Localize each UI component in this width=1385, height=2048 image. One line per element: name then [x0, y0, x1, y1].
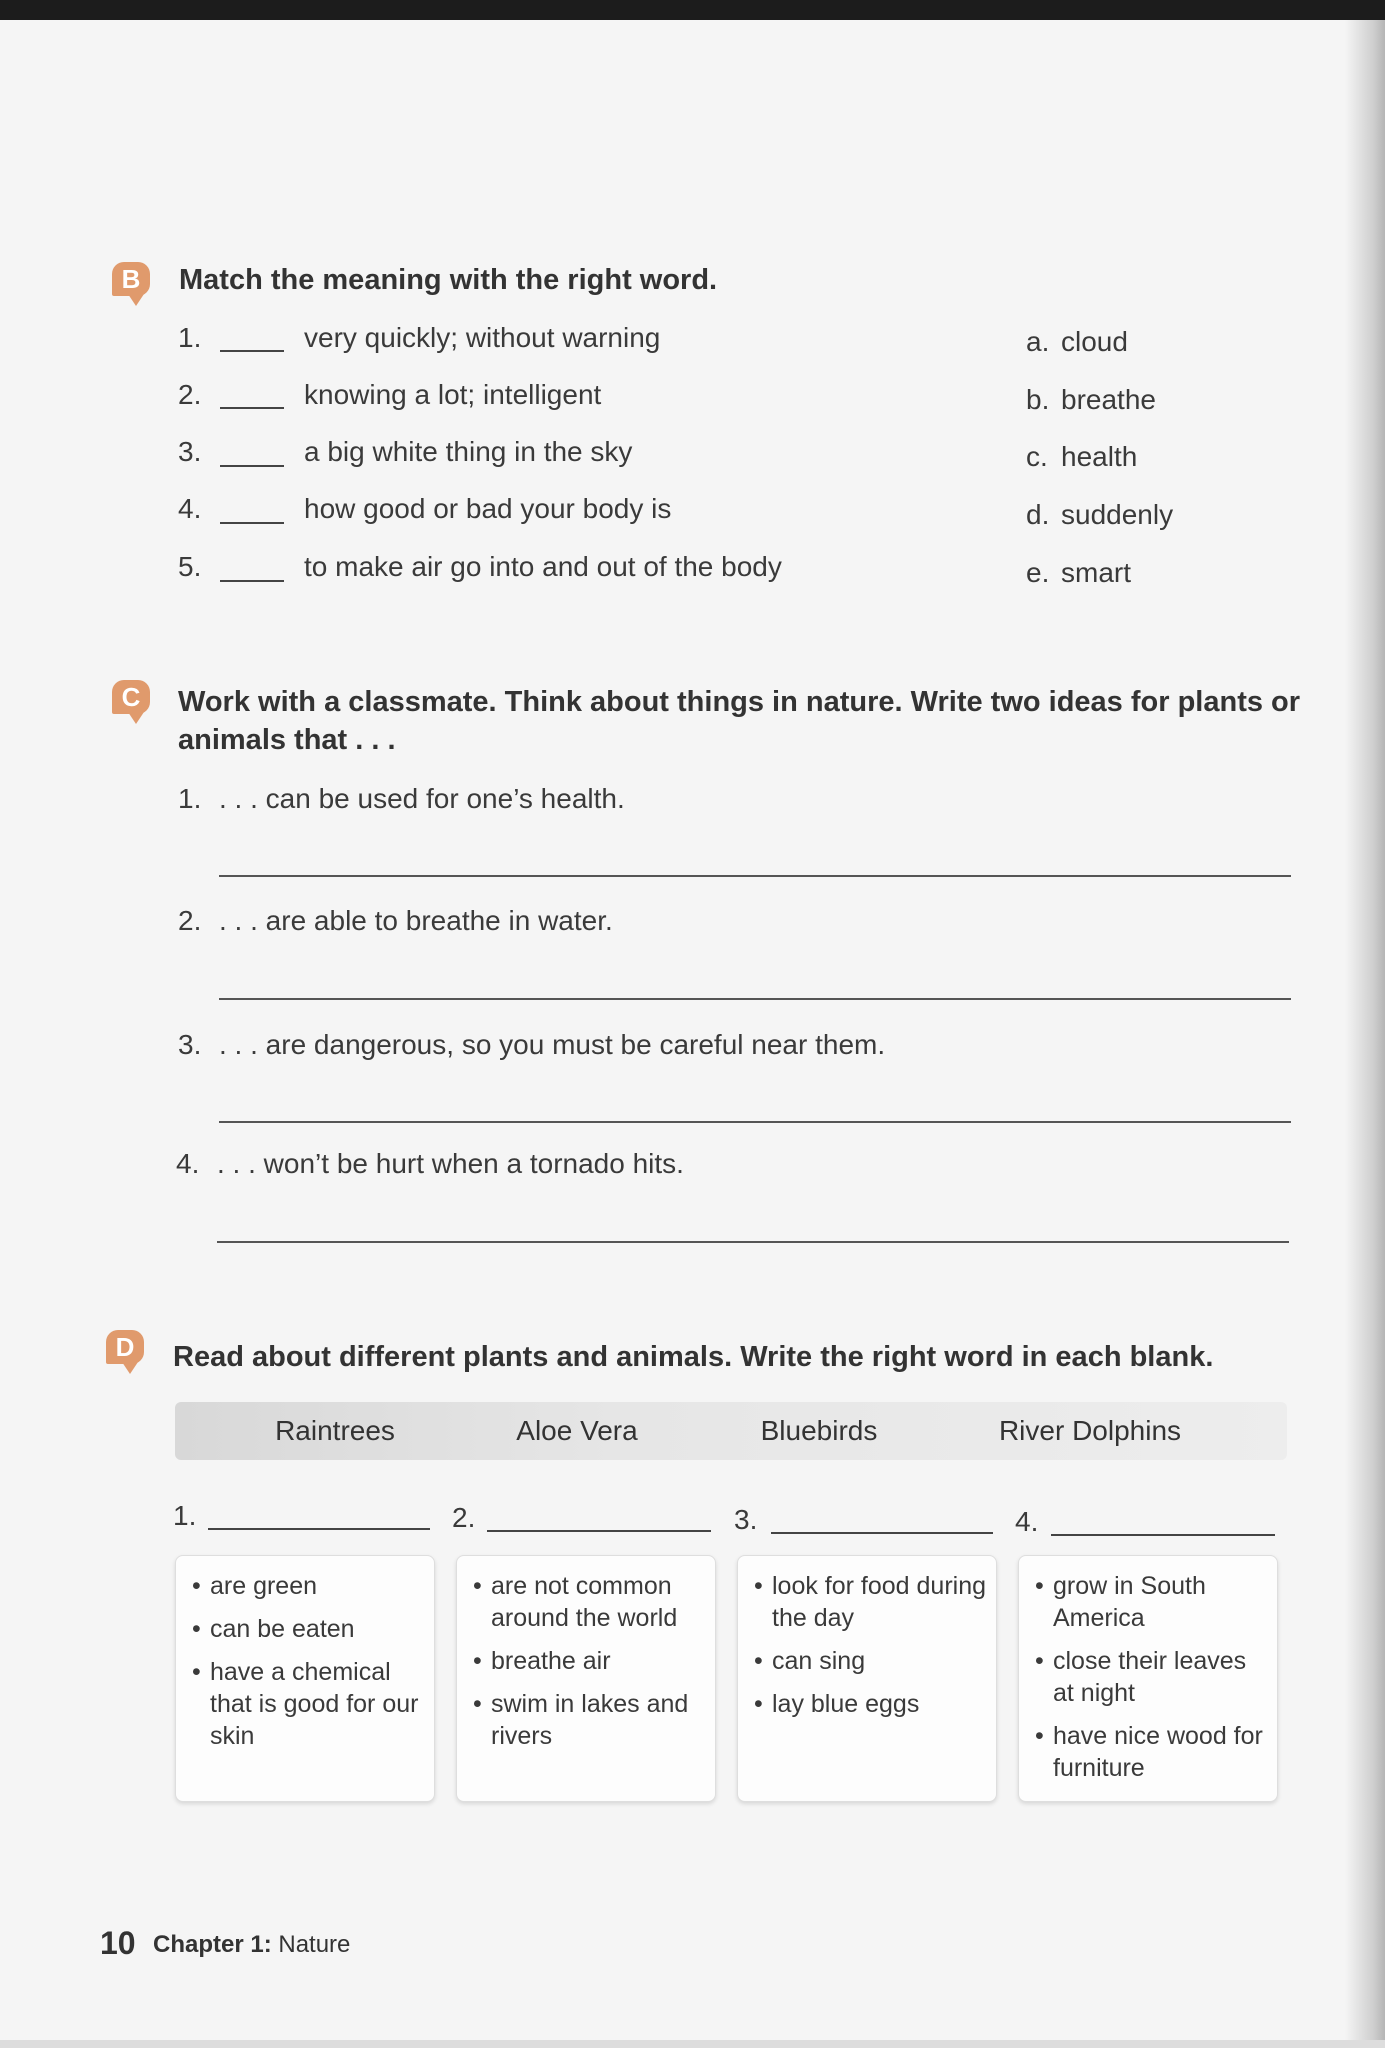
b-item-definition: knowing a lot; intelligent: [304, 379, 602, 410]
c-answer-line[interactable]: [219, 1121, 1291, 1123]
c-item-number: 1.: [178, 783, 202, 814]
b-item-definition: to make air go into and out of the body: [304, 551, 782, 582]
section-c-instruction-line1: Work with a classmate. Think about things in nature. Write two ideas for plants or: [178, 686, 1301, 718]
b-item-number: 4.: [178, 493, 202, 524]
b-choice-word: breathe: [1061, 384, 1156, 415]
d-answer-blank[interactable]: [487, 1530, 711, 1532]
b-choice-letter: d.: [1026, 499, 1050, 530]
b-choice-word: suddenly: [1061, 499, 1174, 530]
c-answer-line[interactable]: [217, 1241, 1289, 1243]
clue-bullet: • breathe air: [473, 1645, 707, 1677]
c-item-number: 2.: [178, 905, 202, 936]
clue-bullet: • have a chemical that is good for our skin: [192, 1656, 426, 1752]
clue-bullet: • are green: [192, 1570, 426, 1602]
d-answer-blank[interactable]: [771, 1532, 993, 1534]
d-clue-card: [175, 1555, 435, 1802]
section-b-instruction: Match the meaning with the right word.: [179, 264, 718, 296]
b-item-definition: a big white thing in the sky: [304, 436, 633, 467]
section-c-instruction-line2: animals that . . .: [178, 724, 396, 756]
b-answer-blank[interactable]: [220, 522, 284, 524]
d-clue-card: [737, 1555, 997, 1802]
page-spine-shadow: [1345, 20, 1385, 2048]
chapter-title: Nature: [278, 1931, 351, 1958]
b-choice-word: cloud: [1061, 326, 1128, 357]
c-item-text: . . . are dangerous, so you must be careful near them.: [219, 1029, 886, 1060]
section-d-badge: D: [106, 1330, 144, 1364]
clue-bullet: • look for food during the day: [754, 1570, 988, 1634]
d-blank-number: 1.: [173, 1500, 197, 1531]
c-answer-line[interactable]: [219, 875, 1291, 877]
word-bank-item: Raintrees: [275, 1415, 395, 1446]
b-choice-letter: a.: [1026, 326, 1050, 357]
b-item-number: 2.: [178, 379, 202, 410]
c-item-number: 4.: [176, 1148, 200, 1179]
c-item-text: . . . are able to breathe in water.: [219, 905, 613, 936]
section-c-badge: C: [112, 680, 150, 714]
clue-bullet: • lay blue eggs: [754, 1688, 988, 1720]
b-item-number: 3.: [178, 436, 202, 467]
word-bank-item: Bluebirds: [760, 1415, 878, 1446]
page-number: 10: [100, 1925, 136, 1961]
d-clue-card: [1018, 1555, 1278, 1802]
d-blank-number: 3.: [734, 1504, 758, 1535]
clue-bullet: • can sing: [754, 1645, 988, 1677]
scan-bottom-edge: [0, 2040, 1385, 2048]
clue-bullet: • grow in South America: [1035, 1570, 1269, 1634]
b-choice-letter: c.: [1026, 441, 1048, 472]
b-item-number: 5.: [178, 551, 202, 582]
b-choice-letter: e.: [1026, 557, 1050, 588]
word-bank-item: Aloe Vera: [516, 1415, 638, 1446]
d-answer-blank[interactable]: [1051, 1534, 1275, 1536]
section-b-badge: B: [112, 262, 150, 296]
clue-bullet: • have nice wood for furniture: [1035, 1720, 1269, 1784]
d-clue-card: [456, 1555, 716, 1802]
c-answer-line[interactable]: [219, 998, 1291, 1000]
d-blank-number: 2.: [452, 1502, 476, 1533]
clue-bullet: • swim in lakes and rivers: [473, 1688, 707, 1752]
b-item-definition: very quickly; without warning: [304, 322, 661, 353]
b-answer-blank[interactable]: [220, 580, 284, 582]
d-blank-number: 4.: [1015, 1506, 1039, 1537]
b-choice-letter: b.: [1026, 384, 1050, 415]
clue-bullet: • can be eaten: [192, 1613, 426, 1645]
clue-bullet: • are not common around the world: [473, 1570, 707, 1634]
b-choice-word: health: [1061, 441, 1138, 472]
b-item-number: 1.: [178, 322, 202, 353]
scan-top-edge: [0, 0, 1385, 20]
b-answer-blank[interactable]: [220, 465, 284, 467]
b-answer-blank[interactable]: [220, 350, 284, 352]
word-bank-item: River Dolphins: [998, 1415, 1182, 1446]
c-item-number: 3.: [178, 1029, 202, 1060]
b-answer-blank[interactable]: [220, 407, 284, 409]
chapter-label: Chapter 1:: [153, 1931, 272, 1958]
c-item-text: . . . can be used for one’s health.: [219, 783, 625, 814]
clue-bullet: • close their leaves at night: [1035, 1645, 1269, 1709]
section-d-instruction: Read about different plants and animals. Write the right word in each blank.: [173, 1341, 1214, 1373]
d-answer-blank[interactable]: [208, 1528, 430, 1530]
c-item-text: . . . won’t be hurt when a tornado hits.: [217, 1148, 684, 1179]
b-choice-word: smart: [1061, 557, 1131, 588]
chapter-footer: [153, 1931, 350, 1959]
b-item-definition: how good or bad your body is: [304, 493, 672, 524]
